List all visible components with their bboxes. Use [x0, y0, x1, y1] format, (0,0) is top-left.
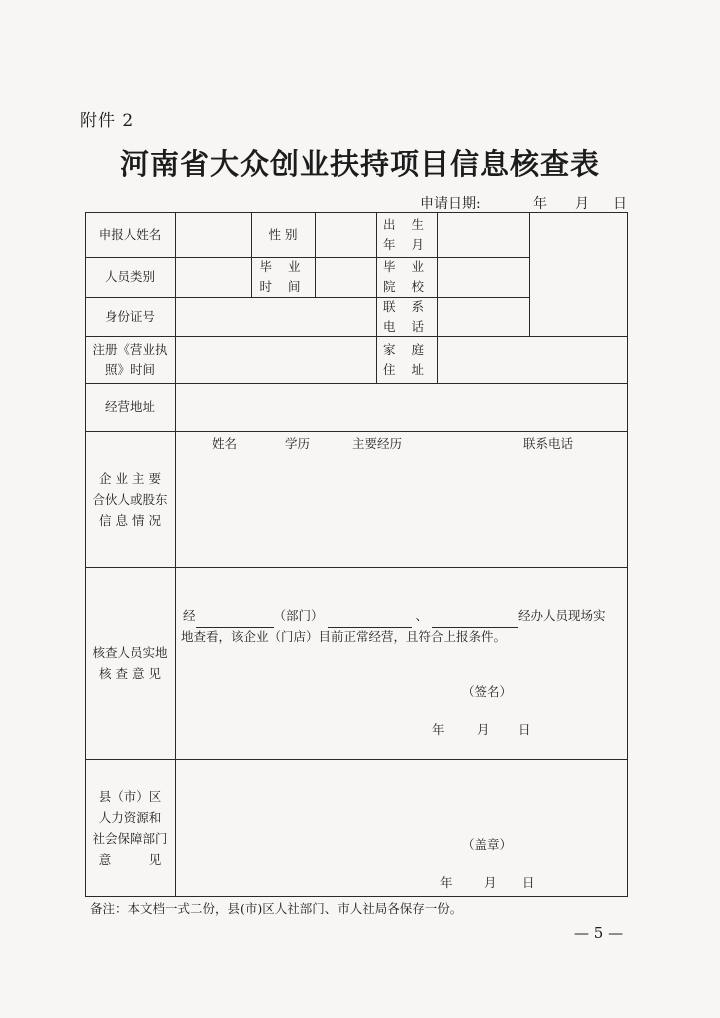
inspection-line2: 地查看，该企业（门店）目前正常经营，且符合上报条件。: [181, 629, 507, 644]
inspection-day: 日: [518, 722, 531, 737]
page-number: — 5 —: [574, 924, 624, 942]
label-birth-line1: 出 生: [383, 216, 430, 232]
label-phone-line2: 电 话: [383, 318, 430, 334]
label-gender: 性 别: [268, 226, 298, 242]
partners-field[interactable]: [176, 452, 627, 567]
label-birth-line2: 年 月: [383, 236, 430, 252]
table-border-right: [627, 212, 628, 897]
inspection-dept: （部门）: [273, 608, 324, 623]
label-person-category: 人员类别: [104, 269, 155, 284]
gender-field[interactable]: [316, 213, 376, 257]
photo-field[interactable]: [530, 213, 627, 336]
label-address-line1: 家 庭: [383, 341, 430, 357]
birth-field[interactable]: [438, 213, 529, 257]
partner-header-experience: 主要经历: [352, 436, 403, 451]
inspection-prefix: 经: [183, 608, 196, 623]
applicant-name-field[interactable]: [176, 213, 251, 257]
apply-date-day: 日: [613, 196, 627, 212]
footnote: 备注：本文档一式二份，县(市)区人社部门、市人社局各保存一份。: [90, 901, 463, 916]
partner-header-education: 学历: [285, 436, 311, 451]
apply-date-label: 申请日期:: [420, 196, 481, 212]
label-inspection: [85, 567, 175, 759]
county-day: 日: [522, 875, 535, 890]
label-phone: [376, 297, 437, 336]
label-grad-time-line1: 毕 业: [259, 259, 307, 274]
partner-header-name: 姓名: [212, 436, 238, 451]
label-home-address: [376, 336, 437, 383]
label-county-line2: 人力资源和: [98, 809, 162, 825]
label-inspection-line2: 核 查 意 见: [99, 666, 161, 681]
label-partners-line1: 企 业 主 要: [99, 470, 161, 486]
apply-date-month: 月: [575, 196, 589, 212]
label-grad-time-line2: 时 间: [259, 279, 307, 294]
county-year: 年: [440, 875, 453, 890]
person-category-field[interactable]: [176, 258, 251, 297]
grad-school-field[interactable]: [438, 258, 529, 297]
apply-date-year: 年: [533, 196, 547, 212]
inspection-sep: 、: [415, 608, 429, 623]
id-number-field[interactable]: [176, 298, 376, 336]
label-address-line2: 住 址: [383, 361, 430, 377]
label-inspection-line1: 核查人员实地: [92, 645, 168, 660]
attachment-label: 附件 2: [80, 111, 135, 131]
label-license-time: [85, 336, 175, 383]
label-grad-school-line2: 院 校: [383, 279, 430, 294]
label-license-line2: 照》时间: [104, 361, 155, 377]
business-address-field[interactable]: [176, 384, 627, 431]
inspection-month: 月: [477, 722, 490, 737]
label-grad-time: [251, 257, 315, 297]
inspection-year: 年: [432, 722, 445, 737]
license-time-field[interactable]: [176, 337, 376, 383]
label-business-address: 经营地址: [104, 399, 155, 414]
label-county-line4: 意 见: [98, 851, 162, 867]
label-grad-school-line1: 毕 业: [383, 259, 430, 274]
label-partners-line2: 合伙人或股东: [92, 491, 168, 507]
label-phone-line1: 联 系: [383, 298, 430, 314]
label-county: [85, 759, 175, 896]
county-month: 月: [484, 875, 497, 890]
label-birth: [376, 212, 437, 257]
label-partners: [85, 431, 175, 567]
home-address-field[interactable]: [438, 337, 627, 383]
phone-field[interactable]: [438, 298, 529, 336]
label-county-line1: 县（市）区: [98, 788, 162, 804]
table-border-bottom: [85, 896, 628, 897]
label-partners-line3: 信 息 情 况: [99, 512, 161, 528]
county-seal: （盖章）: [462, 837, 513, 852]
grad-time-field[interactable]: [316, 258, 376, 297]
label-id-number: 身份证号: [104, 308, 155, 324]
label-grad-school: [376, 257, 437, 297]
inspection-sign: （签名）: [462, 684, 513, 699]
label-license-line1: 注册《营业执: [92, 341, 168, 357]
page-title: 河南省大众创业扶持项目信息核查表: [119, 147, 600, 181]
partner-header-phone: 联系电话: [523, 436, 574, 451]
label-county-line3: 社会保障部门: [92, 830, 168, 846]
inspection-suffix: 经办人员现场实: [518, 608, 606, 623]
label-applicant-name: 申报人姓名: [98, 226, 162, 242]
